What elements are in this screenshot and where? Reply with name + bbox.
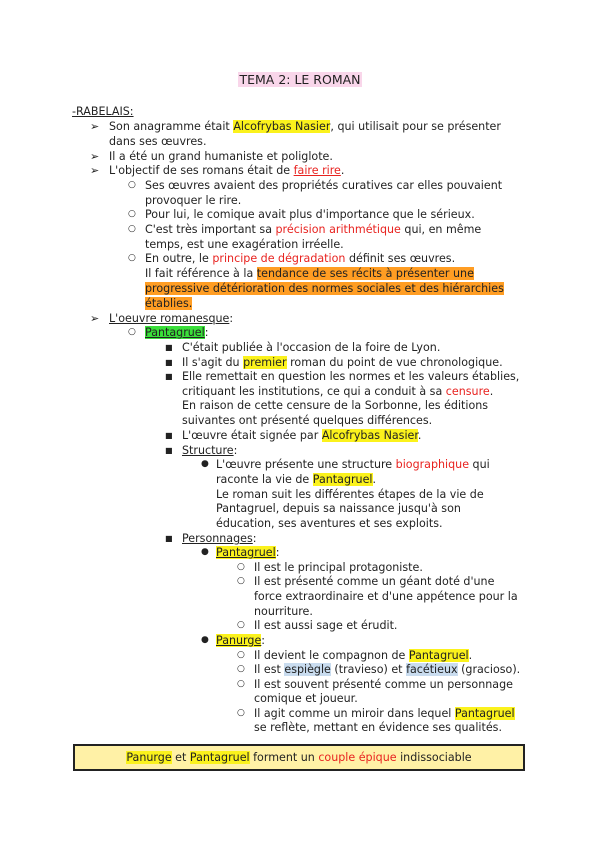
text-line: L'oeuvre romanesque: [109, 312, 234, 325]
summary-box [73, 744, 525, 771]
summary-pantagruel: Pantagruel [189, 751, 250, 764]
circle-bullet-icon: ○ [128, 253, 136, 263]
circle-bullet-icon: ○ [237, 576, 245, 586]
text-line: Il devient le compagnon de Pantagruel. [254, 649, 473, 662]
text-line: se reflète, mettant en évidence ses qualités. [254, 721, 502, 734]
circle-bullet-icon: ○ [128, 224, 136, 234]
circle-bullet-icon: ○ [237, 664, 245, 674]
text-line: critiquant les institutions, ce qui a conduit à sa censure. [182, 385, 494, 398]
text-line: Il s'agit du premier roman du point de vue chronologique. [182, 356, 503, 369]
circle-bullet-icon: ○ [128, 180, 136, 190]
dot-bullet-icon: ● [201, 635, 209, 645]
text-line: Elle remettait en question les normes et les valeurs établies, [182, 370, 520, 383]
text-line: Il est aussi sage et érudit. [254, 619, 398, 632]
text-line: provoquer le rire. [145, 194, 242, 207]
text-line: L'œuvre présente une structure biographique qui [216, 458, 490, 471]
summary-text: forment un [249, 751, 319, 764]
square-bullet-icon: ■ [165, 358, 173, 367]
text-line: Il est le principal protagoniste. [254, 561, 423, 574]
text-line: Ses œuvres avaient des propriétés curatives car elles pouvaient [145, 179, 503, 192]
square-bullet-icon: ■ [165, 446, 173, 455]
circle-bullet-icon: ○ [237, 708, 245, 718]
circle-bullet-icon: ○ [128, 209, 136, 219]
dot-bullet-icon: ● [201, 547, 209, 557]
section-heading-rabelais: -RABELAIS: [72, 105, 134, 118]
square-bullet-icon: ■ [165, 343, 173, 352]
text-line: Il a été un grand humaniste et poliglote. [109, 150, 333, 163]
circle-bullet-icon: ○ [237, 679, 245, 689]
text-line: Il agit comme un miroir dans lequel Pantagruel [254, 707, 515, 720]
text-line: Personnages: [182, 532, 257, 545]
square-bullet-icon: ■ [165, 534, 173, 543]
text-line: éducation, ses aventures et ses exploits. [216, 517, 443, 530]
arrow-bullet-icon: ➢ [90, 164, 100, 177]
text-line: L'œuvre était signée par Alcofrybas Nasier. [182, 429, 422, 442]
text-line: force extraordinaire et d'une appétence pour la [254, 590, 518, 603]
text-line: Il est souvent présenté comme un personnage [254, 678, 513, 691]
text-line: C'était publiée à l'occasion de la foire de Lyon. [182, 341, 441, 354]
text-line: Pantagruel: [216, 546, 280, 559]
text-line: raconte la vie de Pantagruel. [216, 473, 377, 486]
text-line: Son anagramme était Alcofrybas Nasier, qui utilisait pour se présenter [109, 120, 501, 133]
dot-bullet-icon: ● [201, 459, 209, 469]
arrow-bullet-icon: ➢ [90, 150, 100, 163]
arrow-bullet-icon: ➢ [90, 120, 100, 133]
text-line: Il est espiègle (travieso) et facétieux (gracioso). [254, 663, 521, 676]
square-bullet-icon: ■ [165, 431, 173, 440]
text-line: C'est très important sa précision arithmétique qui, en même [145, 223, 482, 236]
page-title: TEMA 2: LE ROMAN [239, 72, 361, 87]
text-line: temps, est une exagération irréelle. [145, 238, 344, 251]
circle-bullet-icon: ○ [237, 620, 245, 630]
arrow-bullet-icon: ➢ [90, 312, 100, 325]
text-line: Pantagruel, depuis sa naissance jusqu'à son [216, 502, 461, 515]
text-line: Structure: [182, 444, 238, 457]
text-line: Le roman suit les différentes étapes de la vie de [216, 488, 484, 501]
text-line: Panurge: [216, 634, 266, 647]
text-line: progressive détérioration des normes sociales et des hiérarchies [145, 282, 504, 295]
text-line: Il fait référence à la tendance de ses récits à présenter une [145, 267, 474, 280]
text-line: L'objectif de ses romans était de faire rire. [109, 164, 345, 177]
summary-couple-epique: couple épique [318, 751, 397, 764]
text-line: Pantagruel: [145, 326, 209, 339]
text-line: Pour lui, le comique avait plus d'importance que le sérieux. [145, 208, 475, 221]
circle-bullet-icon: ○ [237, 650, 245, 660]
circle-bullet-icon: ○ [128, 327, 136, 337]
square-bullet-icon: ■ [165, 372, 173, 381]
summary-text: et [171, 751, 190, 764]
text-line: En raison de cette censure de la Sorbonne, les éditions [182, 399, 489, 412]
text-line: établies. [145, 297, 193, 310]
summary-text: indissociable [396, 751, 472, 764]
text-line: suivantes ont présenté quelques différences. [182, 414, 433, 427]
text-line: dans ses œuvres. [109, 135, 207, 148]
text-line: nourriture. [254, 605, 313, 618]
text-line: comique et joueur. [254, 692, 358, 705]
text-line: Il est présenté comme un géant doté d'une [254, 575, 495, 588]
circle-bullet-icon: ○ [237, 562, 245, 572]
text-line: En outre, le principe de dégradation définit ses œuvres. [145, 252, 456, 265]
summary-panurge: Panurge [126, 751, 172, 764]
